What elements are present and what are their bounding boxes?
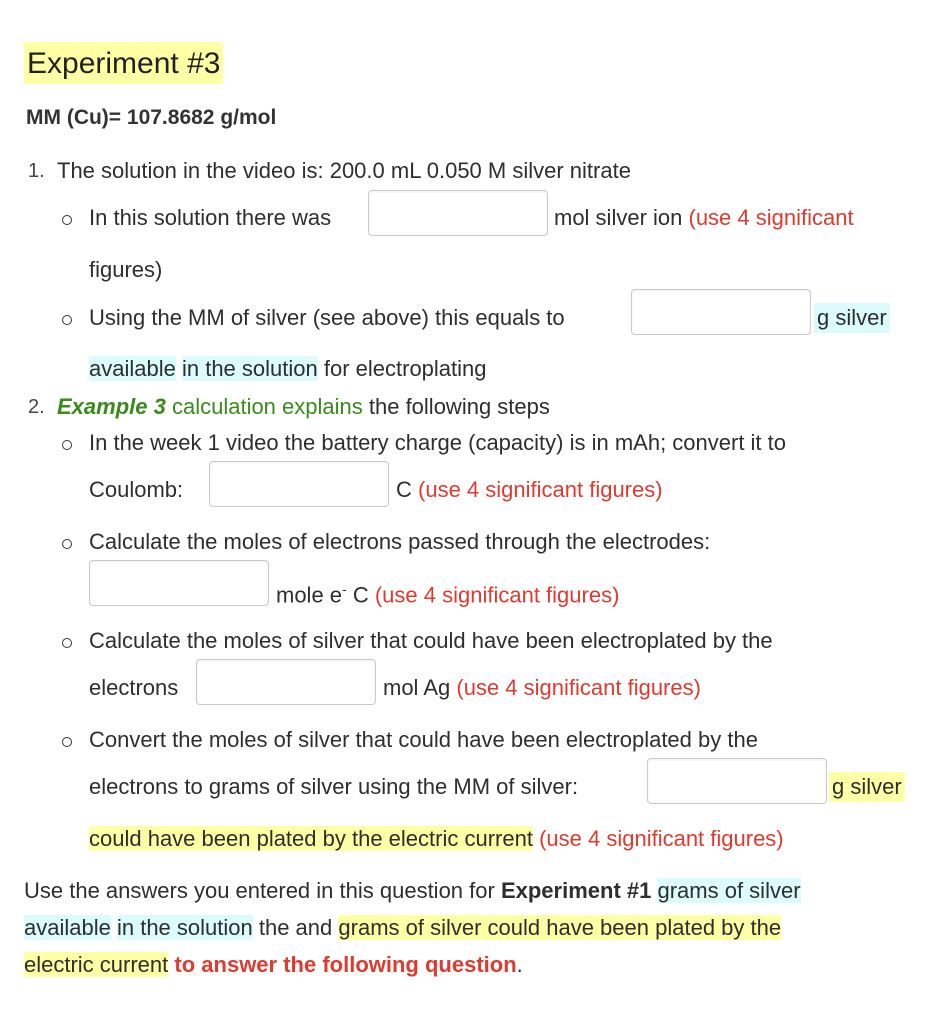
bullet-icon [62, 440, 72, 450]
q1-b2-hl3: in the solution [181, 356, 318, 381]
q2-b1-post-line [396, 475, 663, 505]
footer-p1: Use the answers you entered in this question for [24, 878, 495, 903]
coulomb-input[interactable] [209, 461, 389, 507]
q2-rest: the following steps [368, 394, 550, 419]
q2-b4-note: (use 4 significant figures) [539, 826, 784, 851]
q2-b1-line1: In the week 1 video the battery charge (capacity) is in mAh; convert it to [89, 430, 787, 455]
footer-line-1 [24, 876, 801, 906]
q1-b1-line [554, 203, 854, 233]
q2-b3-note: (use 4 significant figures) [456, 675, 701, 700]
q2-b4-hl2: could have been plated by the electric current [89, 826, 533, 851]
q2-b3-post-line [383, 673, 701, 703]
bullet-icon [62, 737, 72, 747]
footer-hl4: grams of silver could have been plated by the [338, 915, 782, 940]
q2-b2-sup: - [342, 581, 347, 597]
electron-moles-input[interactable] [89, 560, 269, 606]
footer-mid: the and [258, 915, 333, 940]
page-title: Experiment #3 [24, 42, 223, 84]
q2-b4-hl1: g silver [829, 772, 905, 802]
example-label: Example 3 [57, 394, 166, 419]
q1-b2-line2 [89, 354, 487, 384]
q2-b4-line1: Convert the moles of silver that could have been electroplated by the [89, 727, 758, 752]
q1-b1-note-cont: figures) [89, 257, 163, 282]
footer-hl3: in the solution [116, 915, 253, 940]
silver-ion-mol-input[interactable] [368, 190, 548, 236]
footer-hl1: grams of silver [657, 878, 801, 903]
q2-b1-post: C [396, 477, 412, 502]
q2-b3-line1: Calculate the moles of silver that could have been electroplated by the [89, 628, 773, 653]
bullet-icon [62, 638, 72, 648]
question-1-number: 1. [28, 160, 45, 182]
bullet-icon [62, 315, 72, 325]
q2-b4-line3 [89, 824, 784, 854]
bullet-icon [62, 215, 72, 225]
q1-b2-pre: Using the MM of silver (see above) this equals to [89, 305, 565, 330]
silver-grams-input[interactable] [631, 289, 811, 335]
footer-dot: . [516, 952, 523, 977]
footer-line-2 [24, 913, 781, 943]
q2-b1-pre: Coulomb: [89, 477, 184, 502]
footer-hl2: available [24, 915, 111, 940]
question-2-text [57, 392, 550, 422]
q2-b2-note: (use 4 significant figures) [374, 582, 620, 608]
q1-b2-hl2: available [89, 356, 176, 381]
footer-red: to answer the following question [174, 952, 517, 977]
footer-line-3 [24, 950, 523, 980]
q2-b4-pre: electrons to grams of silver using the MM of silver: [89, 774, 579, 799]
q2-b1-note: (use 4 significant figures) [418, 477, 663, 502]
q1-b2-tail: for electroplating [323, 356, 487, 381]
footer-exp: Experiment #1 [500, 878, 652, 903]
silver-moles-input[interactable] [196, 659, 376, 705]
q1-b2-hl1: g silver [814, 303, 890, 333]
q1-b1-note: (use 4 significant [688, 205, 854, 230]
q2-b2-post: mole e [276, 582, 343, 608]
q2-b3-post: mol Ag [383, 675, 451, 700]
footer-hl5: electric current [24, 952, 169, 977]
bullet-icon [62, 539, 72, 549]
q2-b2-post-line [276, 574, 619, 610]
calc-label: calculation explains [171, 394, 363, 419]
q2-b2-line1: Calculate the moles of electrons passed through the electrodes: [89, 529, 711, 554]
q2-b2-post2: C [352, 582, 369, 608]
q1-b1-post: mol silver ion [554, 205, 683, 230]
q1-b1-pre: In this solution there was [89, 205, 332, 230]
question-2-number: 2. [28, 396, 45, 418]
silver-plated-grams-input[interactable] [647, 758, 827, 804]
molar-mass-note: MM (Cu)= 107.8682 g/mol [26, 106, 277, 129]
q2-b3-pre: electrons [89, 675, 179, 700]
question-1-text: The solution in the video is: 200.0 mL 0.050 M silver nitrate [57, 158, 631, 183]
